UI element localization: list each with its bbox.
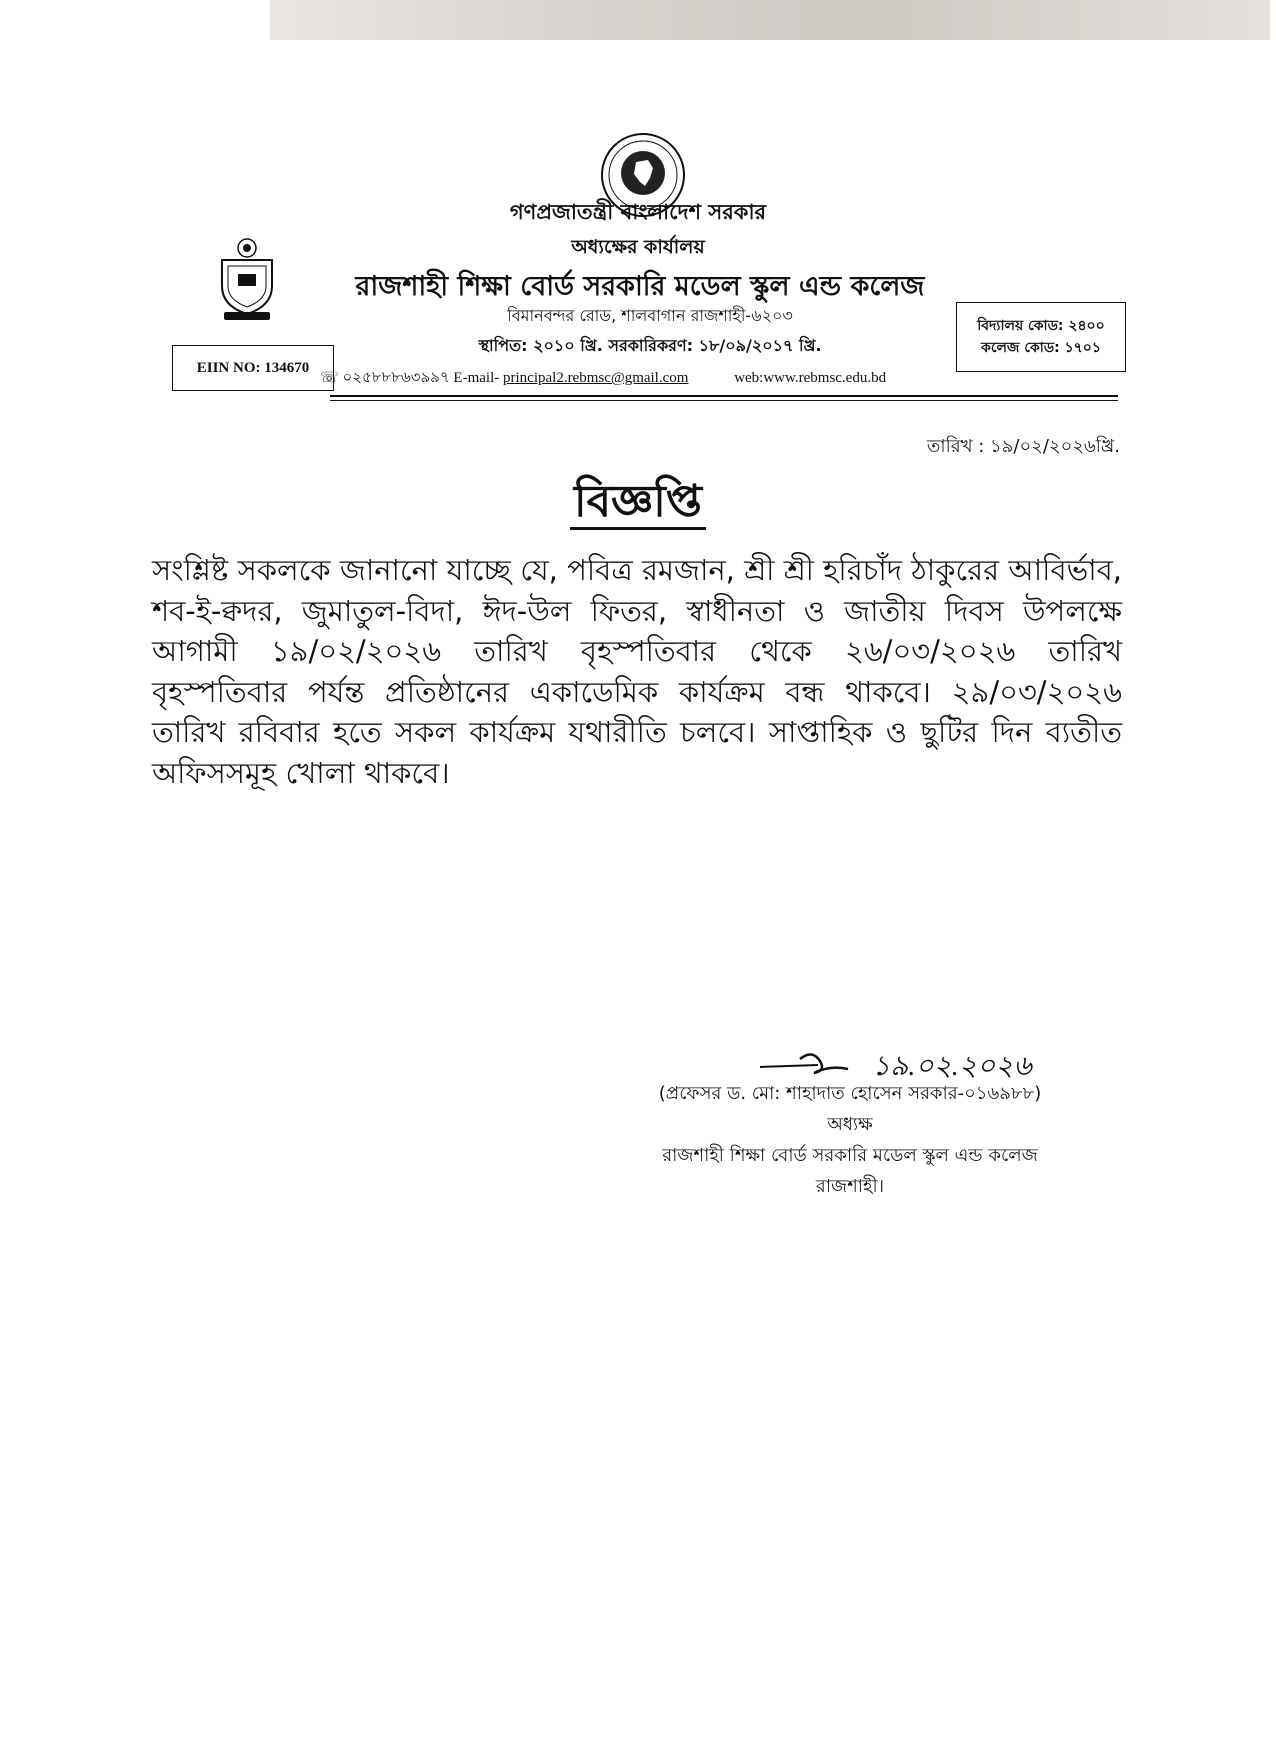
handwritten-date: ১৯.০২.২০২৬	[872, 1051, 1032, 1082]
institution-codes-box	[956, 302, 1126, 372]
website-link[interactable]: web:www.rebmsc.edu.bd	[734, 370, 887, 386]
college-code: কলেজ কোড: ১৭০১	[981, 340, 1101, 356]
signatory-city: রাজশাহী।	[815, 1176, 885, 1197]
notice-date: তারিখ : ১৯/০২/২০২৬খ্রি.	[926, 436, 1120, 457]
notice-title: বিজ্ঞপ্তি	[570, 476, 706, 530]
signatory-institution: রাজশাহী শিক্ষা বোর্ড সরকারি মডেল স্কুল এন্ড কলেজ	[662, 1145, 1038, 1166]
scan-edge-strip	[270, 0, 1270, 40]
signatory-name: (প্রফেসর ড. মো: শাহাদাত হোসেন সরকার-০১৬৯৮৮)	[658, 1083, 1042, 1104]
institution-name: রাজশাহী শিক্ষা বোর্ড সরকারি মডেল স্কুল এন্ড কলেজ	[355, 271, 925, 302]
office-name: অধ্যক্ষের কার্যালয়	[571, 236, 705, 258]
school-code: বিদ্যালয় কোড: ২৪০০	[977, 317, 1105, 334]
signatory-block	[620, 1078, 1080, 1202]
notice-body: সংশ্লিষ্ট সকলকে জানানো যাচ্ছে যে, পবিত্র রমজান, শ্রী শ্রী হরিচাঁদ ঠাকুরের আবির্ভাব, শব-ই-ক্বদর, জুমাতুল-বিদা, ঈদ-উল ফিতর, স্বাধীনতা ও জাতীয় দিবস উপলক্ষে আগামী ১৯/০২/২০২৬ তারিখ বৃহস্পতিবার থেকে ২৬/০৩/২০২৬ তারিখ বৃহস্পতিবার পর্যন্ত প্রতিষ্ঠানের একাডেমিক কার্যক্রম বন্ধ থাকবে। ২৯/০৩/২০২৬ তারিখ রবিবার হতে সকল কার্যক্রম যথারীতি চলবে। সাপ্তাহিক ও ছুটির দিন ব্যতীত অফিসসমূহ খোলা থাকবে।	[152, 553, 1122, 790]
institution-address: বিমানবন্দর রোড, শালবাগান রাজশাহী-৬২০৩	[507, 306, 793, 325]
establishment-info: স্থাপিত: ২০১০ খ্রি. সরকারিকরণ: ১৮/০৯/২০১৭ খ্রি.	[478, 336, 822, 355]
phone-number: ☏ ০২৫৮৮৮৬৩৯৯৭	[320, 370, 450, 386]
eiin-box	[172, 345, 334, 391]
email-label: E-mail-	[453, 370, 500, 386]
header-divider-thin	[330, 400, 1118, 401]
contact-line	[320, 366, 886, 391]
email-link[interactable]: principal2.rebmsc@gmail.com	[503, 370, 689, 386]
signatory-designation: অধ্যক্ষ	[827, 1114, 873, 1135]
government-name: গণপ্রজাতন্ত্রী বাংলাদেশ সরকার	[509, 200, 767, 224]
notice-title-wrap	[0, 468, 1276, 541]
eiin-number: EIIN NO: 134670	[196, 359, 310, 376]
header-divider	[330, 395, 1118, 397]
